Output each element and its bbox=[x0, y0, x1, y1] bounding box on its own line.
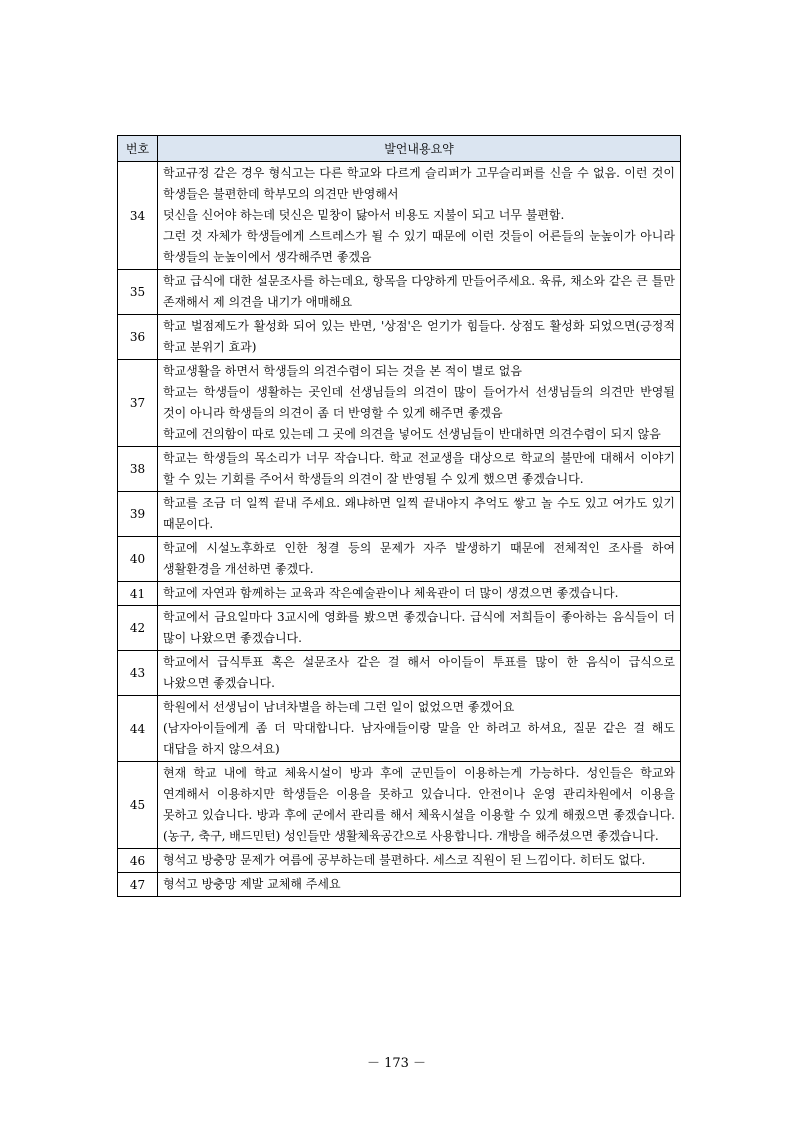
summary-line: 학교를 조금 더 일찍 끝내 주세요. 왜냐하면 일찍 끝내야지 추억도 쌓고 놀 수도 있고 여가도 있기 때문이다. bbox=[163, 496, 675, 531]
summary-line: 학교는 학생들이 생활하는 곳인데 선생님들의 의견이 많이 들어가서 선생님들의 의견만 반영될 것이 아니라 학생들의 의견이 좀 더 반영할 수 있게 해주면 좋겠음 bbox=[163, 385, 675, 420]
row-summary bbox=[158, 360, 681, 447]
row-summary bbox=[158, 849, 681, 873]
row-summary bbox=[158, 606, 681, 651]
row-summary bbox=[158, 537, 681, 582]
row-number: 47 bbox=[118, 873, 158, 897]
row-summary bbox=[158, 696, 681, 762]
table-row bbox=[118, 606, 681, 651]
summary-line: 덧신을 신어야 하는데 덧신은 밑창이 닳아서 비용도 지불이 되고 너무 불편함. bbox=[163, 208, 565, 222]
row-summary bbox=[158, 582, 681, 606]
row-number: 37 bbox=[118, 360, 158, 447]
summary-line: 학교에서 급식투표 혹은 설문조사 같은 걸 해서 아이들이 투표를 많이 한 음식이 급식으로 나왔으면 좋겠습니다. bbox=[163, 655, 675, 690]
row-summary bbox=[158, 447, 681, 492]
summary-line: 그런 것 자체가 학생들에게 스트레스가 될 수 있기 때문에 이런 것들이 어른들의 눈높이가 아니라 학생들의 눈높이에서 생각해주면 좋겠음 bbox=[163, 229, 675, 264]
row-number: 45 bbox=[118, 762, 158, 849]
table-row bbox=[118, 162, 681, 270]
table-body bbox=[118, 162, 681, 897]
summary-line: 학교에 시설노후화로 인한 청결 등의 문제가 자주 발생하기 때문에 전체적인 조사를 하여 생활환경을 개선하면 좋겠다. bbox=[163, 541, 675, 576]
row-summary bbox=[158, 762, 681, 849]
table-row bbox=[118, 873, 681, 897]
opinion-summary-table bbox=[117, 135, 681, 897]
summary-line: 학교 벌점제도가 활성화 되어 있는 반면, '상점'은 얻기가 힘들다. 상점도 활성화 되었으면(긍정적 학교 분위기 효과) bbox=[163, 319, 675, 354]
table-row bbox=[118, 315, 681, 360]
row-number: 39 bbox=[118, 492, 158, 537]
header-number: 번호 bbox=[118, 136, 158, 162]
row-summary bbox=[158, 315, 681, 360]
row-number: 38 bbox=[118, 447, 158, 492]
summary-line: 학교에서 금요일마다 3교시에 영화를 봤으면 좋겠습니다. 급식에 저희들이 좋아하는 음식들이 더 많이 나왔으면 좋겠습니다. bbox=[163, 610, 675, 645]
table-row bbox=[118, 360, 681, 447]
table-row bbox=[118, 447, 681, 492]
row-number: 44 bbox=[118, 696, 158, 762]
row-summary bbox=[158, 492, 681, 537]
summary-line: 학교 급식에 대한 설문조사를 하는데요, 항목을 다양하게 만들어주세요. 육류, 채소와 같은 큰 틀만 존재해서 제 의견을 내기가 애매해요 bbox=[163, 274, 675, 309]
row-number: 34 bbox=[118, 162, 158, 270]
header-summary: 발언내용요약 bbox=[158, 136, 681, 162]
table-row bbox=[118, 537, 681, 582]
summary-line: (남자아이들에게 좀 더 막대합니다. 남자애들이랑 말을 안 하려고 하셔요, 질문 같은 걸 해도 대답을 하지 않으셔요) bbox=[163, 721, 675, 756]
row-number: 46 bbox=[118, 849, 158, 873]
summary-line: 형석고 방충망 문제가 여름에 공부하는데 불편하다. 세스코 직원이 된 느낌이다. 히터도 없다. bbox=[163, 853, 646, 867]
row-summary bbox=[158, 651, 681, 696]
summary-line: 학교에 건의함이 따로 있는데 그 곳에 의견을 넣어도 선생님들이 반대하면 의견수렴이 되지 않음 bbox=[163, 427, 661, 441]
row-number: 35 bbox=[118, 270, 158, 315]
summary-line: 학교는 학생들의 목소리가 너무 작습니다. 학교 전교생을 대상으로 학교의 불만에 대해서 이야기 할 수 있는 기회를 주어서 학생들의 의견이 잘 반영될 수 있게 했으면 좋겠습니다. bbox=[163, 451, 675, 486]
row-number: 43 bbox=[118, 651, 158, 696]
row-number: 40 bbox=[118, 537, 158, 582]
summary-line: 학교규정 같은 경우 형식고는 다른 학교와 다르게 슬리퍼가 고무슬리퍼를 신을 수 없음. 이런 것이 학생들은 불편한데 학부모의 의견만 반영해서 bbox=[163, 166, 675, 201]
row-number: 36 bbox=[118, 315, 158, 360]
table-row bbox=[118, 849, 681, 873]
row-number: 41 bbox=[118, 582, 158, 606]
row-number: 42 bbox=[118, 606, 158, 651]
table-row bbox=[118, 492, 681, 537]
table-header-row bbox=[118, 136, 681, 162]
table-row bbox=[118, 582, 681, 606]
table-row bbox=[118, 651, 681, 696]
row-summary bbox=[158, 162, 681, 270]
row-summary bbox=[158, 270, 681, 315]
table-row bbox=[118, 762, 681, 849]
summary-line: 학원에서 선생님이 남녀차별을 하는데 그런 일이 없었으면 좋겠어요 bbox=[163, 700, 515, 714]
table-row bbox=[118, 696, 681, 762]
page-number: － 173 － bbox=[366, 1056, 427, 1071]
summary-line: 현재 학교 내에 학교 체육시설이 방과 후에 군민들이 이용하는게 가능하다. 성인들은 학교와 연계해서 이용하지만 학생들은 이용을 못하고 있습니다. 안전이나 운영 관리차원에서 이용을 못하고 있습니다. 방과 후에 군에서 관리를 해서 체육시설을 이용할 수 있게 해줬으면 좋겠습니다. (농구, 축구, 배드민턴) 성인들만 생활체육공간으로 사용합니다. 개방을 해주셨으면 좋겠습니다. bbox=[163, 766, 675, 843]
row-summary bbox=[158, 873, 681, 897]
summary-line: 학교에 자연과 함께하는 교육과 작은예술관이나 체육관이 더 많이 생겼으면 좋겠습니다. bbox=[163, 586, 619, 600]
summary-line: 학교생활을 하면서 학생들의 의견수렴이 되는 것을 본 적이 별로 없음 bbox=[163, 364, 522, 378]
table-row bbox=[118, 270, 681, 315]
summary-line: 형석고 방충망 제발 교체해 주세요 bbox=[163, 877, 341, 891]
